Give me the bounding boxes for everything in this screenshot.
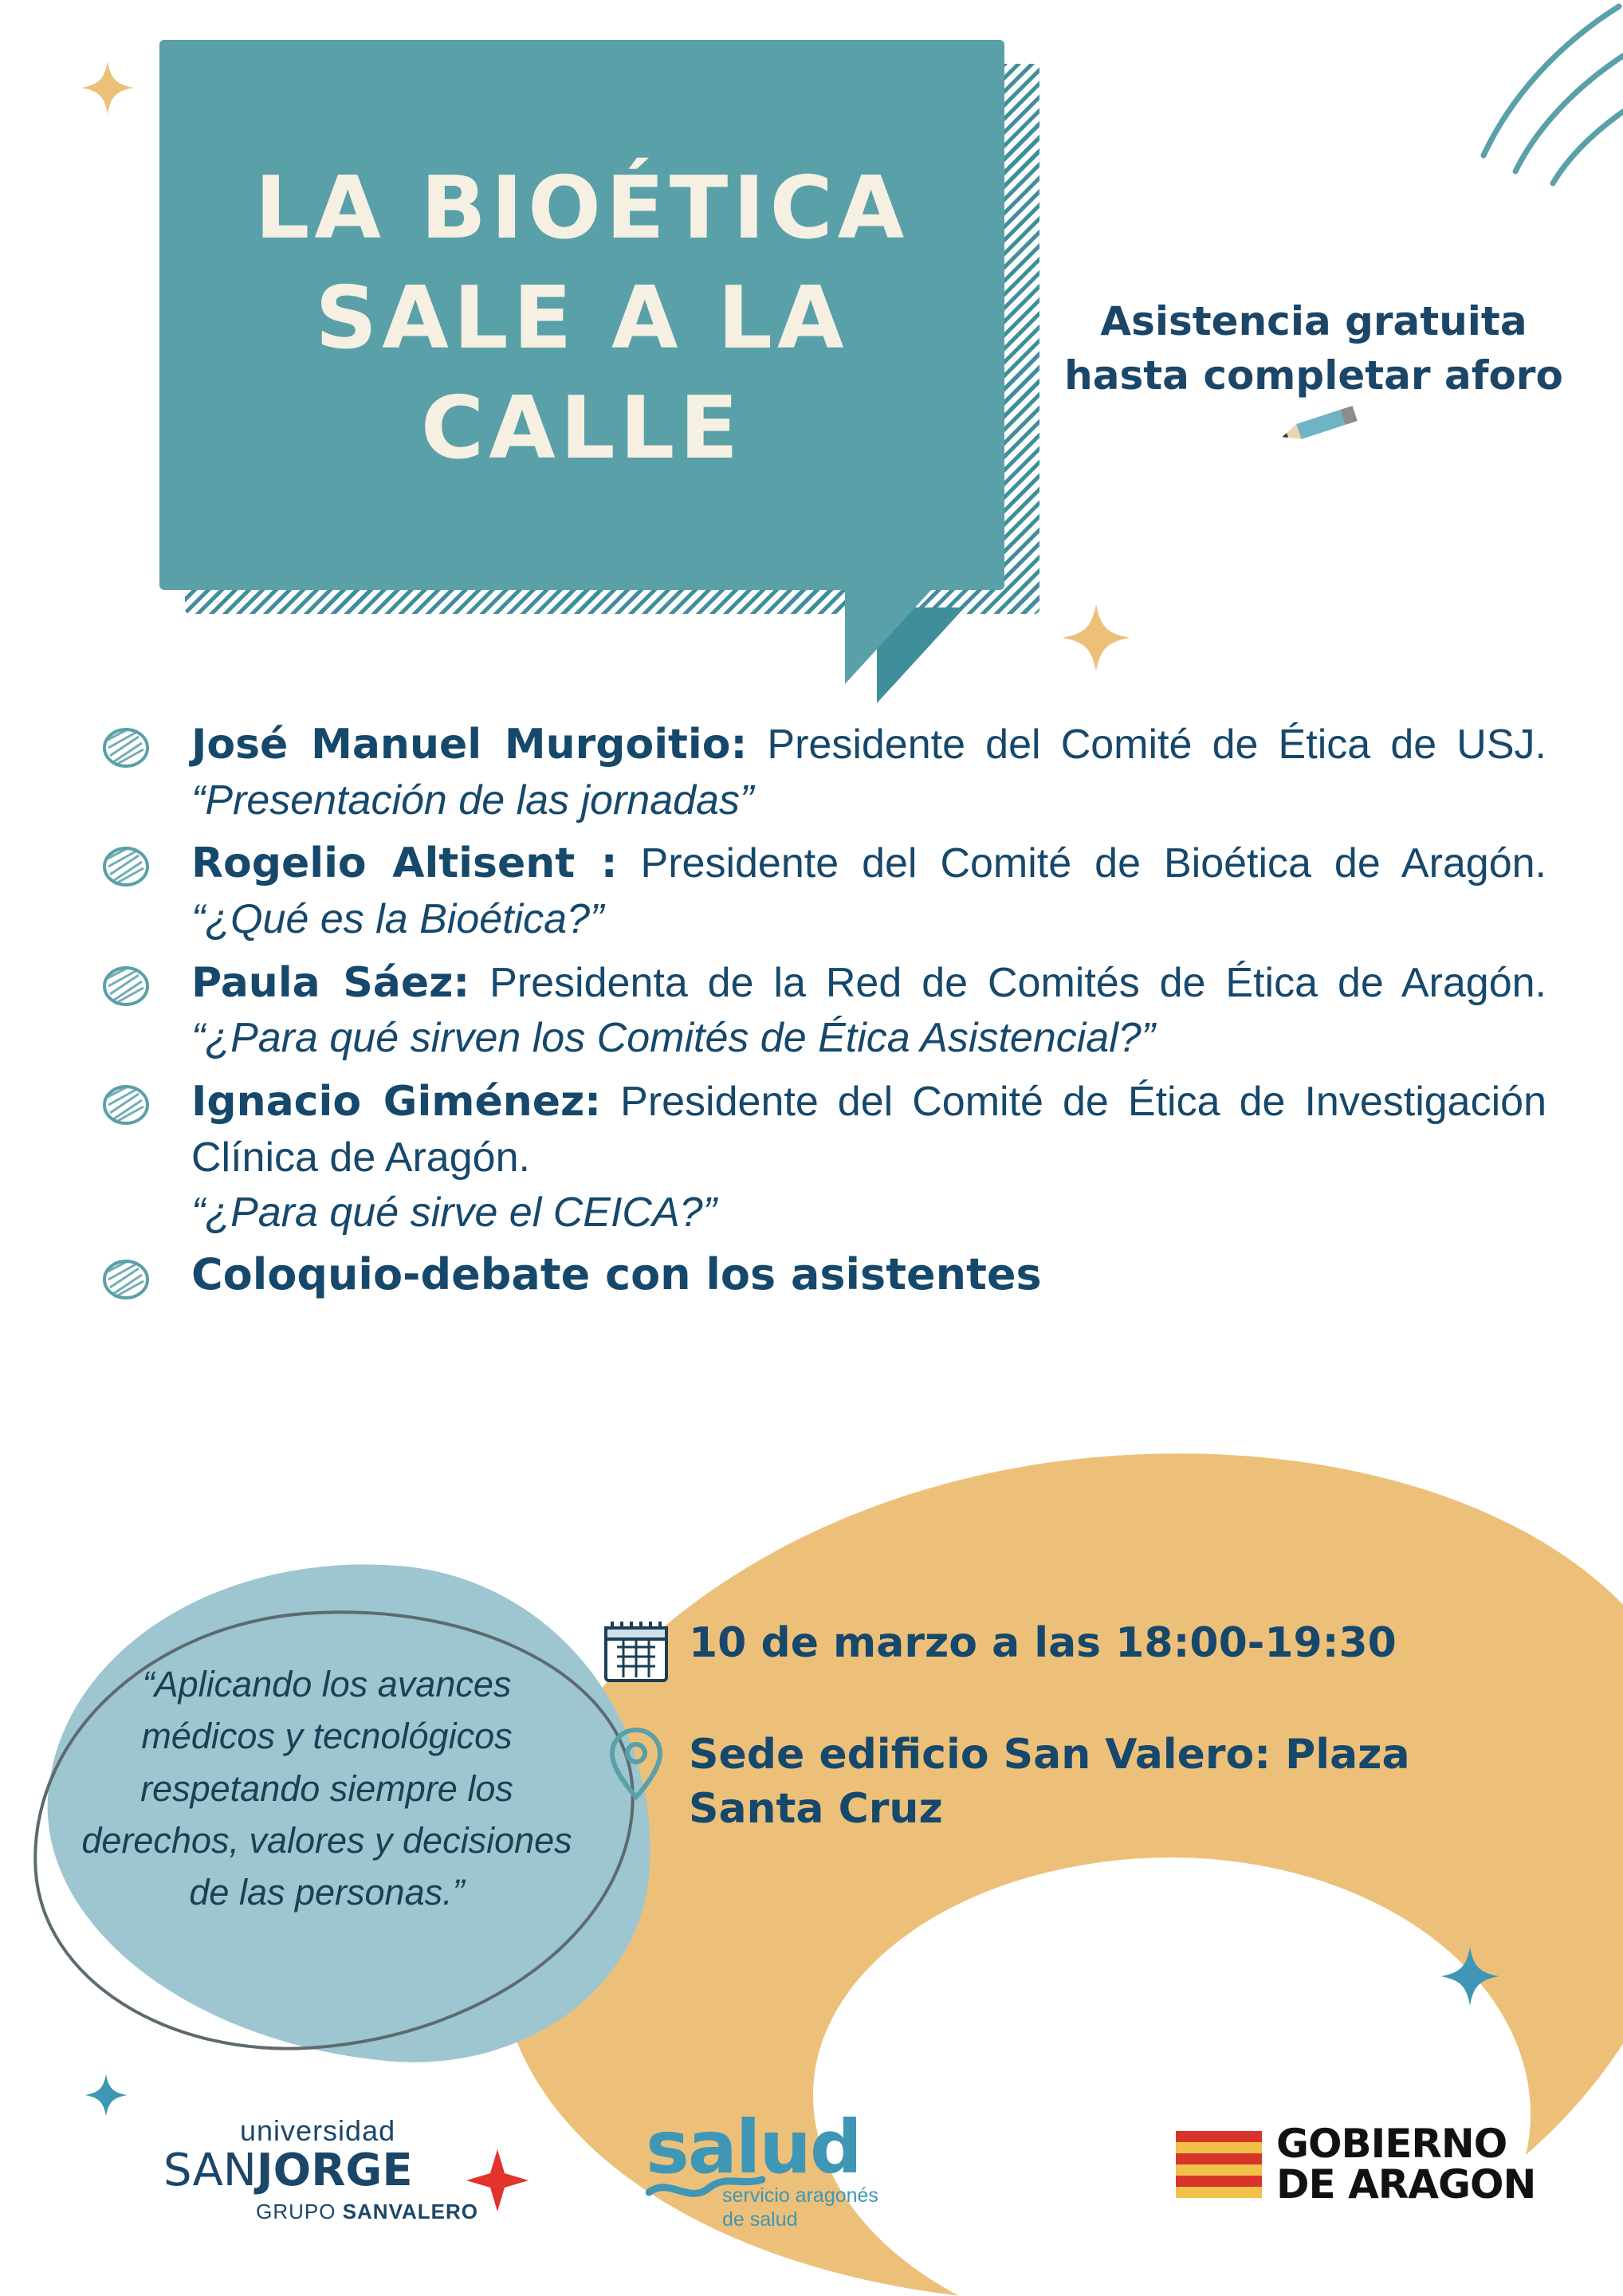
- speaker-talk: “¿Para qué sirven los Comités de Ética Asistencial?”: [191, 1015, 1155, 1062]
- swoosh-lines-decoration: [1320, 0, 1623, 303]
- speaker-text: [191, 956, 1546, 1067]
- speaker-item: [88, 836, 1546, 947]
- logo-gobierno-de-aragon: [1176, 2121, 1550, 2208]
- usj-jorge-text: JORGE: [256, 2145, 413, 2196]
- location-row: [598, 1722, 1491, 1836]
- bullet-icon: [102, 727, 150, 769]
- speaker-name: Ignacio Giménez:: [191, 1078, 602, 1126]
- gobierno-line2: DE ARAGON: [1276, 2161, 1536, 2208]
- salud-subtitle: [722, 2184, 980, 2231]
- speaker-role: Presidente del Comité de Bioética de Aragón.: [617, 840, 1547, 887]
- star-icon: [1060, 602, 1132, 674]
- speaker-text: [191, 1075, 1546, 1241]
- footer-logos: [0, 2106, 1623, 2258]
- bullet-icon: [102, 1084, 150, 1126]
- star-icon: [80, 60, 136, 116]
- title-line-2: SALE A LA: [315, 268, 849, 368]
- salud-wordmark: salud: [646, 2105, 861, 2190]
- date-row: [598, 1610, 1491, 1687]
- usj-universidad-text: universidad: [240, 2114, 396, 2147]
- speaker-name: Rogelio Altisent :: [191, 839, 618, 888]
- closing-item-text: Coloquio-debate con los asistentes: [191, 1249, 1042, 1300]
- speaker-item: [88, 718, 1546, 828]
- closing-item: [88, 1249, 1546, 1299]
- bubble-tail: [845, 588, 933, 684]
- usj-sanvalero-text: SANVALERO: [342, 2200, 478, 2223]
- free-attendance-note: [1059, 295, 1569, 459]
- speaker-name: Paula Sáez:: [191, 958, 470, 1007]
- logo-universidad-san-jorge: [163, 2114, 578, 2224]
- bullet-icon: [102, 846, 150, 887]
- speaker-talk: “¿Qué es la Bioética?”: [191, 896, 604, 943]
- title-line-3: CALLE: [420, 379, 744, 479]
- event-date: 10 de marzo a las 18:00-19:30: [689, 1619, 1397, 1667]
- pencil-icon: [1275, 404, 1363, 460]
- speakers-list: [88, 718, 1546, 1307]
- speaker-item: [88, 956, 1546, 1067]
- speaker-talk: “Presentación de las jornadas”: [191, 776, 754, 824]
- speaker-text: [191, 718, 1546, 828]
- usj-star-icon: [463, 2146, 532, 2219]
- star-icon: [1439, 1945, 1501, 2007]
- speaker-role: Presidente del Comité de Ética de Investigación Clínica de Aragón.: [191, 1079, 1546, 1181]
- gobierno-line1: GOBIERNO: [1276, 2121, 1507, 2167]
- salud-subtitle-line1: servicio aragonés: [722, 2184, 878, 2207]
- free-attendance-text: Asistencia gratuita hasta completar aforo: [1064, 298, 1563, 399]
- location-pin-icon: [598, 1722, 674, 1802]
- speaker-talk: “¿Para qué sirve el CEICA?”: [191, 1189, 717, 1236]
- logo-salud: [646, 2105, 980, 2231]
- salud-subtitle-line2: de salud: [722, 2208, 798, 2231]
- title-line-1: LA BIOÉTICA: [254, 158, 910, 258]
- speaker-name: José Manuel Murgoitio:: [191, 721, 748, 769]
- bullet-icon: [102, 1259, 150, 1300]
- usj-san-text: SAN: [163, 2145, 257, 2196]
- title-speech-bubble: [159, 40, 1052, 702]
- event-details: [598, 1610, 1491, 1871]
- bullet-icon: [102, 965, 150, 1007]
- gobierno-text: [1276, 2121, 1536, 2208]
- speaker-role: Presidente del Comité de Ética de USJ.: [747, 721, 1546, 768]
- speaker-role: Presidenta de la Red de Comités de Ética de Aragón.: [470, 959, 1546, 1006]
- usj-grupo-label: GRUPO: [256, 2200, 343, 2223]
- calendar-icon: [598, 1610, 674, 1687]
- aragon-flag-icon: [1176, 2131, 1262, 2198]
- usj-grupo-text: [163, 2200, 478, 2224]
- event-location: Sede edificio San Valero: Plaza Santa Cruz: [689, 1731, 1410, 1833]
- poster-title: [159, 40, 1004, 590]
- speaker-item: [88, 1075, 1546, 1241]
- quote-text: “Aplicando los avances médicos y tecnológicos respetando siempre los derechos, valores y decisiones de las personas.”: [81, 1664, 572, 1913]
- speaker-text: [191, 836, 1546, 947]
